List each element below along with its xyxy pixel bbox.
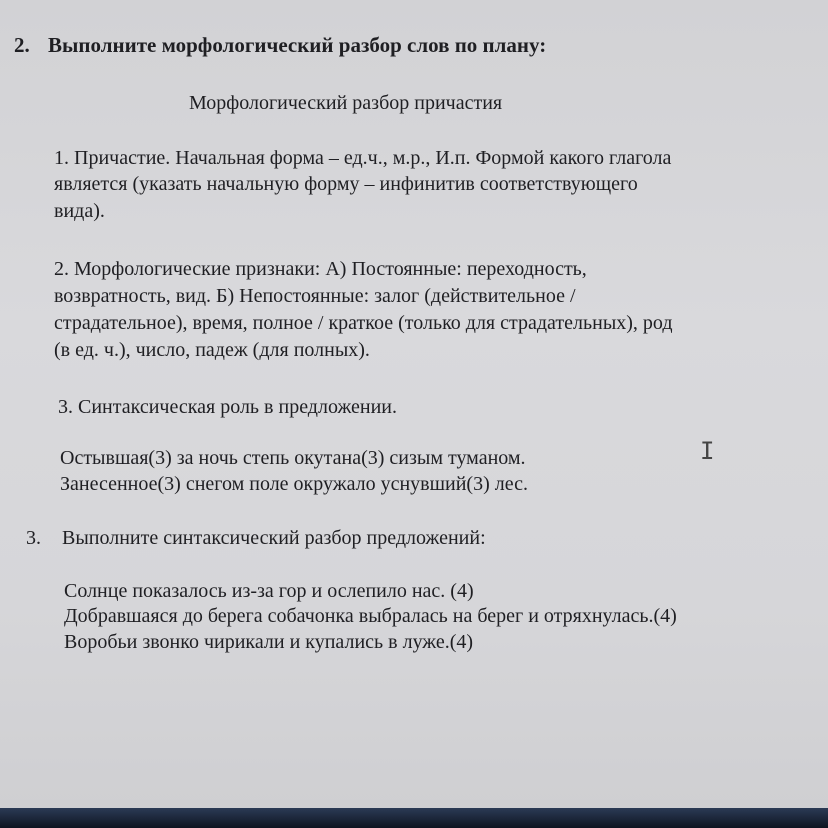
plan-sentence-1: Остывшая(3) за ночь степь окутана(3) сизым туманом.: [60, 447, 526, 469]
plan-item2-line2: возвратность, вид. Б) Непостоянные: залог (действительное /: [54, 285, 576, 307]
task3-sentence-1: Солнце показалось из-за гор и ослепило нас. (4): [64, 580, 474, 602]
plan-item1-line1: 1. Причастие. Начальная форма – ед.ч., м.р., И.п. Формой какого глагола: [54, 147, 672, 169]
plan-item2-line1: 2. Морфологические признаки: А) Постоянные: переходность,: [54, 258, 587, 280]
plan-item2-line4: (в ед. ч.), число, падеж (для полных).: [54, 339, 370, 361]
plan-item1-line2: является (указать начальную форму – инфинитив соответствующего: [54, 173, 638, 195]
plan-item2-line3: страдательное), время, полное / краткое (только для страдательных), род: [54, 312, 673, 334]
task3-number: 3.: [26, 527, 41, 549]
plan-item3: 3. Синтаксическая роль в предложении.: [58, 396, 398, 418]
task3-sentence-3: Воробьи звонко чирикали и купались в луже.(4): [64, 631, 474, 653]
task2-number: 2.: [14, 33, 30, 57]
plan-title: Морфологический разбор причастия: [189, 92, 503, 114]
task3-heading: Выполните синтаксический разбор предложений:: [62, 527, 486, 549]
text-cursor-icon: I: [700, 437, 715, 465]
task3-sentence-2: Добравшаяся до берега собачонка выбралась на берег и отряхнулась.(4): [64, 605, 677, 627]
plan-sentence-2: Занесенное(3) снегом поле окружало уснувший(3) лес.: [60, 473, 528, 495]
plan-item1-line3: вида).: [54, 200, 105, 222]
task2-heading: Выполните морфологический разбор слов по плану:: [48, 33, 547, 57]
taskbar: [0, 808, 828, 828]
